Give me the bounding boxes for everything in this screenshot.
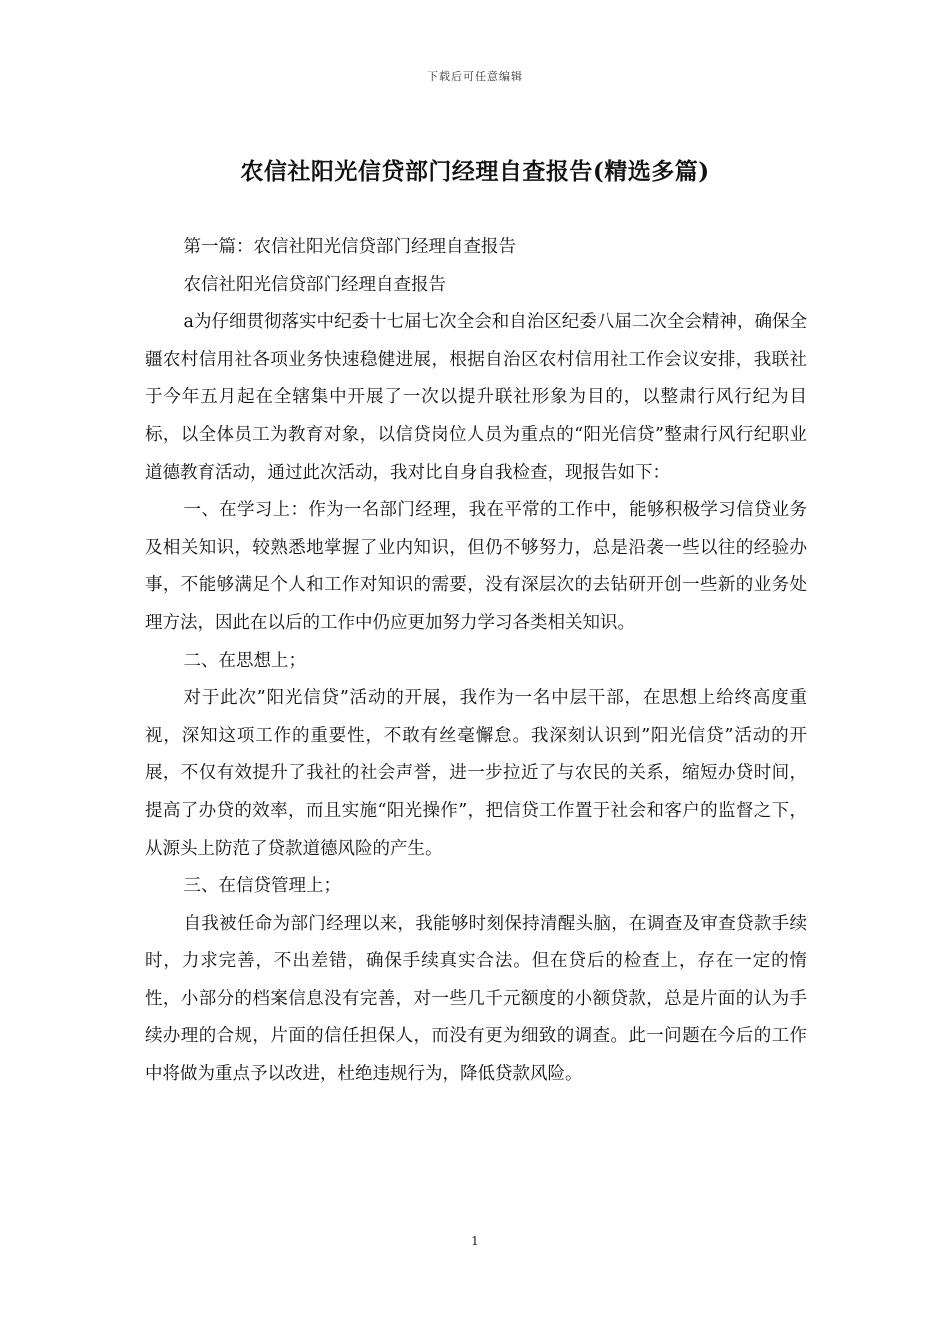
- document-body: [145, 229, 807, 1094]
- section-subheading: 三、在信贷管理上；: [183, 876, 341, 897]
- section-subheading: 二、在思想上；: [183, 650, 306, 671]
- body-paragraph: 一、在学习上：作为一名部门经理，我在平常的工作中，能够积极学习信贷业务及相关知识，较熟悉地掌握了业内知识，但仍不够努力，总是沿袭一些以往的经验办事，不能够满足个人和工作对知识的需要，没有深层次的去钻研开创一些新的业务处理方法，因此在以后的工作中仍应更加努力学习各类相关知识。: [145, 500, 807, 633]
- document-title: 农信社阳光信贷部门经理自查报告(精选多篇): [240, 158, 710, 185]
- header-note: 下载后可任意编辑: [427, 70, 523, 83]
- page-number: 1: [471, 1234, 479, 1248]
- body-paragraph: 自我被任命为部门经理以来，我能够时刻保持清醒头脑，在调查及审查贷款手续时，力求完善，不出差错，确保手续真实合法。但在贷后的检查上，存在一定的惰性，小部分的档案信息没有完善，对一些几千元额度的小额贷款，总是片面的认为手续办理的合规，片面的信任担保人，而没有更为细致的调查。此一问题在今后的工作中将做为重点予以改进，杜绝违规行为，降低贷款风险。: [145, 913, 807, 1085]
- body-paragraph: 对于此次”阳光信贷”活动的开展，我作为一名中层干部，在思想上给终高度重视，深知这项工作的重要性，不敢有丝毫懈怠。我深刻认识到”阳光信贷”活动的开展，不仅有效提升了我社的社会声誉，进一步拉近了与农民的关系，缩短办贷时间，提高了办贷的效率，而且实施“阳光操作”，把信贷工作置于社会和客户的监督之下，从源头上防范了贷款道德风险的产生。: [145, 688, 807, 859]
- sub-heading: 农信社阳光信贷部门经理自查报告: [183, 274, 446, 295]
- section-heading: 第一篇：农信社阳光信贷部门经理自查报告: [183, 237, 516, 257]
- body-paragraph: a为仔细贯彻落实中纪委十七届七次全会和自治区纪委八届二次全会精神，确保全疆农村信用社各项业务快速稳健进展，根据自治区农村信用社工作会议安排，我联社于今年五月起在全辖集中开展了一次以提升联社形象为目的，以整肃行风行纪为目标，以全体员工为教育对象，以信贷岗位人员为重点的“阳光信贷”整肃行风行纪职业道德教育活动，通过此次活动，我对比自身自我检查，现报告如下：: [145, 312, 807, 483]
